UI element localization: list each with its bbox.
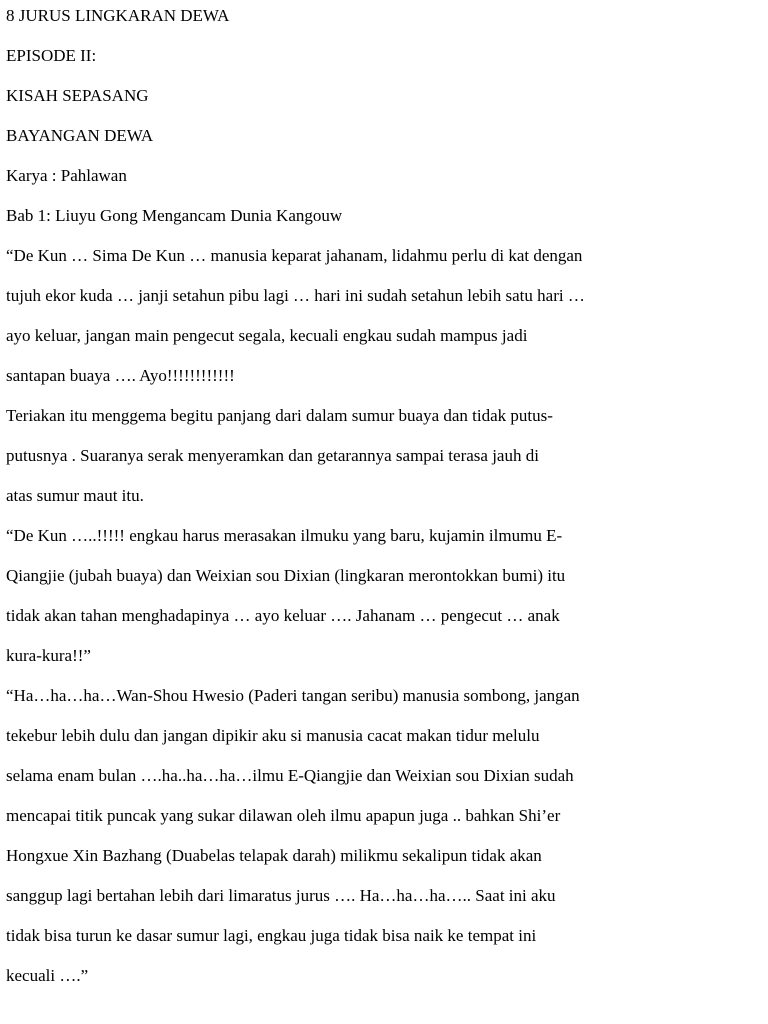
body-line: tidak bisa turun ke dasar sumur lagi, engkau juga tidak bisa naik ke tempat ini — [6, 926, 537, 945]
body-line: santapan buaya …. Ayo!!!!!!!!!!!! — [6, 366, 235, 385]
body-line: Teriakan itu menggema begitu panjang dari dalam sumur buaya dan tidak putus- — [6, 406, 553, 425]
body-line: Hongxue Xin Bazhang (Duabelas telapak darah) milikmu sekalipun tidak akan — [6, 846, 542, 865]
chapter-heading: Bab 1: Liuyu Gong Mengancam Dunia Kangouw — [6, 206, 343, 225]
body-line: tekebur lebih dulu dan jangan dipikir aku si manusia cacat makan tidur melulu — [6, 726, 540, 745]
body-line: tujuh ekor kuda … janji setahun pibu lagi … hari ini sudah setahun lebih satu hari … — [6, 286, 585, 305]
body-line: mencapai titik puncak yang sukar dilawan oleh ilmu apapun juga .. bahkan Shi’er — [6, 806, 561, 825]
book-title: 8 JURUS LINGKARAN DEWA — [6, 6, 230, 25]
body-line: ayo keluar, jangan main pengecut segala, kecuali engkau sudah mampus jadi — [6, 326, 528, 345]
body-line: selama enam bulan ….ha..ha…ha…ilmu E-Qiangjie dan Weixian sou Dixian sudah — [6, 766, 574, 785]
body-line: sanggup lagi bertahan lebih dari limaratus jurus …. Ha…ha…ha….. Saat ini aku — [6, 886, 556, 905]
body-line: Qiangjie (jubah buaya) dan Weixian sou Dixian (lingkaran merontokkan bumi) itu — [6, 566, 566, 585]
episode-label: EPISODE II: — [6, 46, 97, 65]
body-line: tidak akan tahan menghadapinya … ayo keluar …. Jahanam … pengecut … anak — [6, 606, 560, 625]
author-line: Karya : Pahlawan — [6, 166, 127, 185]
episode-title-line-2: BAYANGAN DEWA — [6, 126, 154, 145]
body-line: kura-kura!!” — [6, 646, 91, 665]
body-line: “De Kun …..!!!!! engkau harus merasakan ilmuku yang baru, kujamin ilmumu E- — [6, 526, 563, 545]
body-line: “Ha…ha…ha…Wan-Shou Hwesio (Paderi tangan seribu) manusia sombong, jangan — [6, 686, 580, 705]
body-line: atas sumur maut itu. — [6, 486, 144, 505]
episode-title-line-1: KISAH SEPASANG — [6, 86, 149, 105]
body-line: kecuali ….” — [6, 966, 89, 985]
body-line: “De Kun … Sima De Kun … manusia keparat jahanam, lidahmu perlu di kat dengan — [6, 246, 583, 265]
body-line: putusnya . Suaranya serak menyeramkan dan getarannya sampai terasa jauh di — [6, 446, 539, 465]
